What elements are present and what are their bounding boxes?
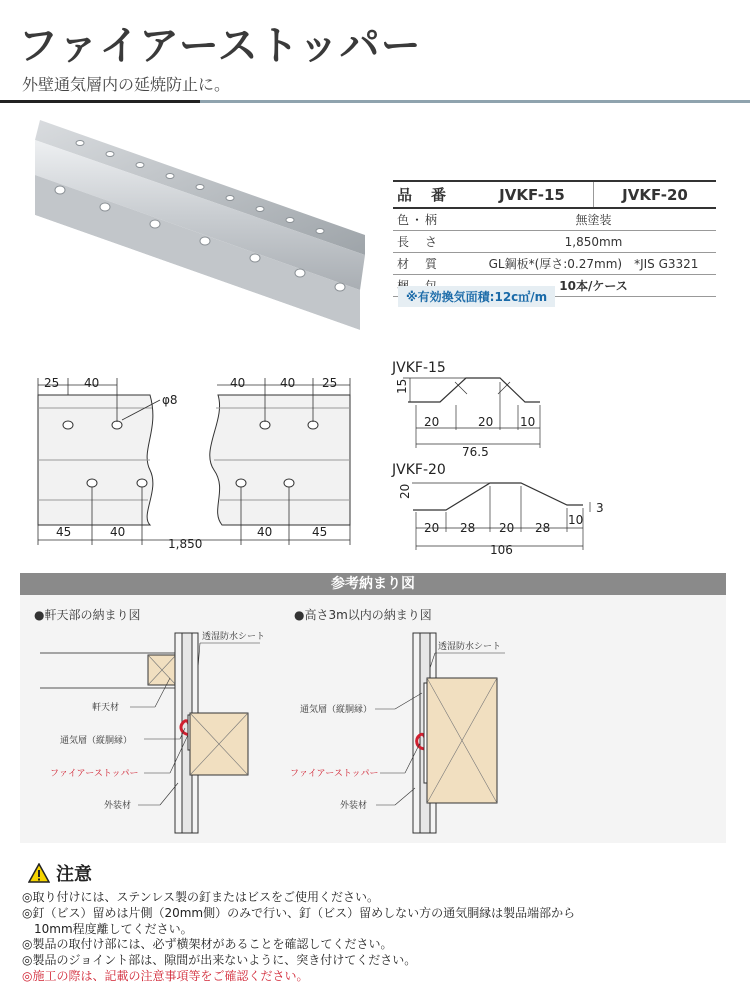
section-20-dim-1: 20 [424, 521, 440, 535]
spec-label: 長 さ [393, 231, 471, 253]
caution-line: ◎製品の取付け部には、必ず横架材があることを確認してください。 [22, 937, 393, 952]
section-20-total: 106 [490, 543, 513, 557]
dim-top-right-1: 40 [230, 376, 246, 390]
technical-drawings [0, 340, 750, 560]
spec-label: 色・柄 [393, 208, 471, 231]
section-20-height: 20 [398, 483, 412, 499]
spec-value: 1,850mm [471, 231, 716, 253]
dim-top-right-3: 25 [322, 376, 338, 390]
section-15-profile [408, 378, 540, 402]
label-stopper-left: ファイアーストッパー [50, 769, 139, 779]
spec-table [393, 180, 716, 297]
spec-row [393, 231, 716, 253]
spec-row [393, 208, 716, 231]
section-15-total: 76.5 [462, 445, 489, 459]
page-title: ファイアーストッパー [18, 23, 422, 69]
wall-detail [290, 633, 505, 833]
spec-row [393, 253, 716, 275]
label-exterior-left: 外装材 [104, 801, 132, 811]
header-rule-accent [0, 100, 200, 103]
section-20-profile [413, 483, 583, 510]
caution-heading [28, 860, 92, 886]
section-15-title: JVKF-15 [392, 360, 446, 376]
spec-value: 10本/ケース [471, 275, 716, 297]
section-20-dim-2: 28 [460, 521, 476, 535]
section-15-dim-2: 20 [478, 415, 494, 429]
dim-bottom-right-2: 45 [312, 525, 328, 539]
dim-bottom-left-2: 40 [110, 525, 126, 539]
front-view-left [38, 395, 153, 525]
dim-top-left-2: 40 [84, 376, 100, 390]
spec-label: 品 番 [393, 181, 471, 208]
caution-line: ◎取り付けには、ステンレス製の釘またはビスをご使用ください。 [22, 890, 379, 904]
dim-bottom-left-1: 45 [56, 525, 72, 539]
spec-col-jvkf15: JVKF-15 [471, 181, 594, 208]
label-stopper-right: ファイアーストッパー [290, 769, 379, 779]
page-subtitle: 外壁通気層内の延焼防止に。 [22, 75, 231, 94]
spec-label: 材 質 [393, 253, 471, 275]
label-soffit: 軒天材 [92, 703, 120, 713]
caution-line: ◎釘（ビス）留めは片側（20mm側）のみで行い、釘（ビス）留めしない方の通気胴縁は製品端部から [22, 905, 576, 920]
dim-total-length: 1,850 [168, 537, 203, 551]
eaves-detail [40, 630, 265, 833]
spec-value: GL鋼板*(厚さ:0.27mm) *JIS G3321 [471, 253, 716, 275]
dim-bottom-right-1: 40 [257, 525, 273, 539]
caution-line-red: ◎施工の際は、記載の注意事項等をご確認ください。 [22, 968, 309, 983]
label-air-left: 通気層（縦胴縁） [60, 736, 133, 746]
reference-panel [20, 573, 726, 843]
section-20-title: JVKF-20 [392, 462, 446, 478]
section-15-dim-3: 10 [520, 415, 536, 429]
section-20-dim-3: 20 [499, 521, 515, 535]
label-air-right: 通気層（縦胴縁） [300, 705, 373, 715]
section-15-dim-1: 20 [424, 415, 440, 429]
label-sheet-left: 透湿防水シート [202, 632, 266, 642]
caution-line: ◎製品のジョイント部は、隙間が出来ないように、突き付けてください。 [22, 953, 417, 968]
reference-drawings [20, 623, 726, 843]
caution-line: 10mm程度離してください。 [22, 921, 193, 936]
section-20-dim-5: 10 [568, 513, 584, 527]
warning-icon [28, 863, 50, 883]
reference-header: 参考納まり図 [20, 573, 726, 595]
reference-right-title: ●高さ3m以内の納まり図 [294, 608, 432, 622]
ventilation-note: ※有効換気面積:12c㎡/m [398, 286, 555, 307]
spec-value: 無塗装 [471, 208, 716, 231]
caution-notes [22, 890, 732, 985]
reference-left-title: ●軒天部の納まり図 [34, 608, 141, 622]
spec-col-jvkf20: JVKF-20 [594, 181, 717, 208]
label-sheet-right: 透湿防水シート [438, 642, 502, 652]
section-15-height: 15 [395, 378, 409, 394]
spec-header-row [393, 181, 716, 208]
section-20-lip: 3 [596, 501, 604, 515]
product-photo [30, 115, 365, 330]
hole-diameter-label: φ8 [162, 393, 178, 407]
caution-title: 注意 [56, 864, 92, 885]
front-view-right [210, 395, 350, 525]
section-20-dim-4: 28 [535, 521, 551, 535]
dim-top-right-2: 40 [280, 376, 296, 390]
dim-top-left-1: 25 [44, 376, 60, 390]
label-exterior-right: 外装材 [340, 801, 368, 811]
